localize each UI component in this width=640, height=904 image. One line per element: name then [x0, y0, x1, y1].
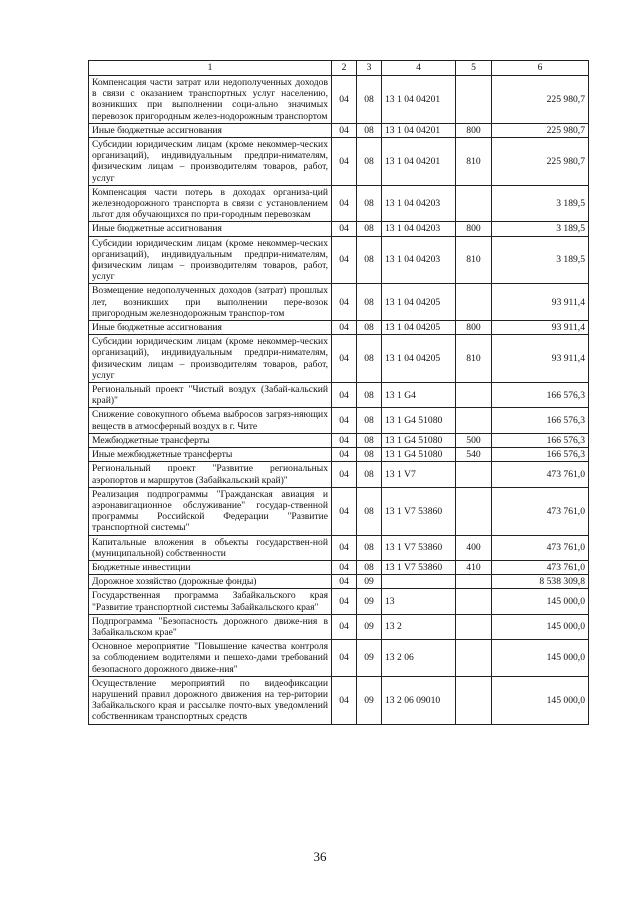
row-name-cell: Субсидии юридическим лицам (кроме некоммер-ческих организаций), индивидуальным предпри-нимателям, физическим лицам – производителям товаров, работ, услуг: [89, 335, 332, 383]
row-subsection-cell: 08: [357, 335, 382, 383]
row-expense-type-cell: [456, 185, 492, 222]
row-name-cell: Межбюджетные трансферты: [89, 433, 332, 447]
row-section-cell: 04: [332, 408, 357, 433]
row-expense-type-cell: 500: [456, 433, 492, 447]
row-expense-type-cell: 540: [456, 448, 492, 462]
table-row: [89, 589, 589, 614]
row-amount-cell: 145 000,0: [492, 676, 589, 724]
row-expense-type-cell: [456, 589, 492, 614]
row-section-cell: 04: [332, 321, 357, 335]
row-amount-cell: 166 576,3: [492, 433, 589, 447]
row-section-cell: 04: [332, 560, 357, 574]
row-expense-type-cell: 810: [456, 236, 492, 284]
row-subsection-cell: 08: [357, 433, 382, 447]
row-expense-type-cell: [456, 408, 492, 433]
row-amount-cell: 145 000,0: [492, 640, 589, 677]
row-amount-cell: 145 000,0: [492, 614, 589, 639]
row-target-code-cell: 13 1 04 04201: [382, 76, 456, 124]
row-amount-cell: 473 761,0: [492, 560, 589, 574]
row-name-cell: Бюджетные инвестиции: [89, 560, 332, 574]
row-expense-type-cell: 800: [456, 123, 492, 137]
row-target-code-cell: 13 1 04 04201: [382, 123, 456, 137]
row-name-cell: Подпрограмма "Безопасность дорожного движе-ния в Забайкальском крае": [89, 614, 332, 639]
table-body: [89, 76, 589, 725]
header-col-6: 6: [492, 61, 589, 76]
row-expense-type-cell: 410: [456, 560, 492, 574]
row-target-code-cell: 13 1 V7 53860: [382, 487, 456, 535]
row-target-code-cell: 13 1 04 04205: [382, 321, 456, 335]
row-expense-type-cell: [456, 76, 492, 124]
row-amount-cell: 93 911,4: [492, 335, 589, 383]
table-row: [89, 575, 589, 589]
row-expense-type-cell: 810: [456, 335, 492, 383]
row-subsection-cell: 08: [357, 284, 382, 321]
row-subsection-cell: 08: [357, 462, 382, 487]
row-subsection-cell: 09: [357, 614, 382, 639]
row-section-cell: 04: [332, 614, 357, 639]
row-subsection-cell: 08: [357, 560, 382, 574]
row-name-cell: Капитальные вложения в объекты государствен-ной (муниципальной) собственности: [89, 535, 332, 560]
row-subsection-cell: 09: [357, 676, 382, 724]
header-col-1: 1: [89, 61, 332, 76]
row-amount-cell: 473 761,0: [492, 462, 589, 487]
row-subsection-cell: 09: [357, 640, 382, 677]
row-section-cell: 04: [332, 76, 357, 124]
row-amount-cell: 473 761,0: [492, 487, 589, 535]
row-subsection-cell: 08: [357, 123, 382, 137]
row-name-cell: Снижение совокупного объема выбросов загряз-няющих веществ в атмосферный воздух в г. Чите: [89, 408, 332, 433]
row-amount-cell: 166 576,3: [492, 408, 589, 433]
row-section-cell: 04: [332, 222, 357, 236]
row-expense-type-cell: 810: [456, 138, 492, 186]
row-name-cell: Иные бюджетные ассигнования: [89, 321, 332, 335]
row-section-cell: 04: [332, 640, 357, 677]
header-col-5: 5: [456, 61, 492, 76]
row-section-cell: 04: [332, 123, 357, 137]
header-col-4: 4: [382, 61, 456, 76]
row-subsection-cell: 08: [357, 487, 382, 535]
row-amount-cell: 3 189,5: [492, 222, 589, 236]
row-amount-cell: 93 911,4: [492, 284, 589, 321]
table-row: [89, 284, 589, 321]
row-target-code-cell: 13 1 04 04203: [382, 222, 456, 236]
row-subsection-cell: 08: [357, 185, 382, 222]
table-row: [89, 185, 589, 222]
table-row: [89, 448, 589, 462]
row-target-code-cell: 13 2: [382, 614, 456, 639]
row-section-cell: 04: [332, 448, 357, 462]
table-row: [89, 383, 589, 408]
row-target-code-cell: 13 1 G4 51080: [382, 433, 456, 447]
row-expense-type-cell: 800: [456, 222, 492, 236]
row-expense-type-cell: [456, 575, 492, 589]
row-section-cell: 04: [332, 487, 357, 535]
row-section-cell: 04: [332, 236, 357, 284]
row-target-code-cell: 13 1 V7: [382, 462, 456, 487]
row-amount-cell: 8 538 309,8: [492, 575, 589, 589]
table-row: [89, 123, 589, 137]
row-name-cell: Субсидии юридическим лицам (кроме некоммер-ческих организаций), индивидуальным предпри-нимателям, физическим лицам – производителям товаров, работ, услуг: [89, 138, 332, 186]
row-expense-type-cell: 400: [456, 535, 492, 560]
row-subsection-cell: 08: [357, 76, 382, 124]
row-target-code-cell: 13 1 04 04201: [382, 138, 456, 186]
row-section-cell: 04: [332, 284, 357, 321]
row-subsection-cell: 08: [357, 138, 382, 186]
row-section-cell: 04: [332, 433, 357, 447]
table-row: [89, 535, 589, 560]
row-subsection-cell: 08: [357, 448, 382, 462]
row-name-cell: Компенсация части затрат или недополученных доходов в связи с оказанием транспортных услуг населению, возникших при выполнении соци-ально значимых перевозок пригородным желез-нодорожным транспортом: [89, 76, 332, 124]
row-target-code-cell: 13 1 04 04205: [382, 335, 456, 383]
row-subsection-cell: 08: [357, 222, 382, 236]
row-section-cell: 04: [332, 462, 357, 487]
row-amount-cell: 3 189,5: [492, 185, 589, 222]
row-expense-type-cell: [456, 462, 492, 487]
row-section-cell: 04: [332, 383, 357, 408]
table-row: [89, 138, 589, 186]
row-name-cell: Реализация подпрограммы "Гражданская авиация и аэронавигационное обслуживание" государ-ственной программы Российской Федерации "Развитие транспортной системы": [89, 487, 332, 535]
row-amount-cell: 3 189,5: [492, 236, 589, 284]
row-target-code-cell: 13 1 G4 51080: [382, 408, 456, 433]
budget-table: [88, 60, 589, 725]
row-section-cell: 04: [332, 138, 357, 186]
row-target-code-cell: 13 1 G4: [382, 383, 456, 408]
table-row: [89, 462, 589, 487]
row-expense-type-cell: [456, 676, 492, 724]
row-section-cell: 04: [332, 535, 357, 560]
table-row: [89, 321, 589, 335]
row-name-cell: Осуществление мероприятий по видеофиксации нарушений правил дорожного движения на тер-ритории Забайкальского края и рассылке почто-вых уведомлений собственникам транспортных средств: [89, 676, 332, 724]
row-expense-type-cell: [456, 614, 492, 639]
row-subsection-cell: 09: [357, 589, 382, 614]
row-name-cell: Региональный проект "Развитие региональных аэропортов и маршрутов (Забайкальский край)": [89, 462, 332, 487]
table-row: [89, 408, 589, 433]
row-name-cell: Иные бюджетные ассигнования: [89, 123, 332, 137]
row-target-code-cell: 13: [382, 589, 456, 614]
row-name-cell: Возмещение недополученных доходов (затрат) прошлых лет, возникших при выполнении пере-возок пригородным железнодорожным транспор-том: [89, 284, 332, 321]
table-row: [89, 335, 589, 383]
row-section-cell: 04: [332, 575, 357, 589]
row-amount-cell: 225 980,7: [492, 76, 589, 124]
row-target-code-cell: 13 1 04 04203: [382, 185, 456, 222]
row-section-cell: 04: [332, 589, 357, 614]
row-name-cell: Иные межбюджетные трансферты: [89, 448, 332, 462]
row-amount-cell: 166 576,3: [492, 448, 589, 462]
row-subsection-cell: 09: [357, 575, 382, 589]
row-section-cell: 04: [332, 335, 357, 383]
table-row: [89, 433, 589, 447]
row-expense-type-cell: [456, 487, 492, 535]
row-name-cell: Иные бюджетные ассигнования: [89, 222, 332, 236]
row-amount-cell: 145 000,0: [492, 589, 589, 614]
row-subsection-cell: 08: [357, 321, 382, 335]
table-row: [89, 487, 589, 535]
header-col-3: 3: [357, 61, 382, 76]
table-row: [89, 560, 589, 574]
row-section-cell: 04: [332, 676, 357, 724]
row-name-cell: Компенсация части потерь в доходах организа-ций железнодорожного транспорта в связи с установлением льгот для обучающихся по при-городным перевозкам: [89, 185, 332, 222]
row-target-code-cell: 13 2 06: [382, 640, 456, 677]
row-target-code-cell: 13 1 04 04203: [382, 236, 456, 284]
table-row: [89, 640, 589, 677]
table-row: [89, 76, 589, 124]
row-subsection-cell: 08: [357, 408, 382, 433]
row-name-cell: Субсидии юридическим лицам (кроме некоммер-ческих организаций), индивидуальным предпри-нимателям, физическим лицам – производителям товаров, работ, услуг: [89, 236, 332, 284]
row-target-code-cell: 13 2 06 09010: [382, 676, 456, 724]
row-amount-cell: 225 980,7: [492, 138, 589, 186]
row-target-code-cell: 13 1 04 04205: [382, 284, 456, 321]
table-row: [89, 614, 589, 639]
row-target-code-cell: [382, 575, 456, 589]
row-section-cell: 04: [332, 185, 357, 222]
row-target-code-cell: 13 1 G4 51080: [382, 448, 456, 462]
row-expense-type-cell: [456, 284, 492, 321]
row-expense-type-cell: 800: [456, 321, 492, 335]
row-name-cell: Государственная программа Забайкальского края "Развитие транспортной системы Забайкальского края": [89, 589, 332, 614]
table-row: [89, 222, 589, 236]
row-name-cell: Основное мероприятие "Повышение качества контроля за соблюдением водителями и пешехо-дами требований безопасного дорожного движе-ния": [89, 640, 332, 677]
table-row: [89, 236, 589, 284]
row-target-code-cell: 13 1 V7 53860: [382, 560, 456, 574]
row-expense-type-cell: [456, 383, 492, 408]
row-subsection-cell: 08: [357, 236, 382, 284]
row-subsection-cell: 08: [357, 383, 382, 408]
row-amount-cell: 93 911,4: [492, 321, 589, 335]
row-amount-cell: 225 980,7: [492, 123, 589, 137]
row-name-cell: Дорожное хозяйство (дорожные фонды): [89, 575, 332, 589]
row-expense-type-cell: [456, 640, 492, 677]
row-target-code-cell: 13 1 V7 53860: [382, 535, 456, 560]
row-subsection-cell: 08: [357, 535, 382, 560]
table-row: [89, 676, 589, 724]
page-number: 36: [313, 849, 327, 864]
header-col-2: 2: [332, 61, 357, 76]
table-header-row: [89, 61, 589, 76]
row-amount-cell: 166 576,3: [492, 383, 589, 408]
row-amount-cell: 473 761,0: [492, 535, 589, 560]
row-name-cell: Региональный проект "Чистый воздух (Забай-кальский край)": [89, 383, 332, 408]
